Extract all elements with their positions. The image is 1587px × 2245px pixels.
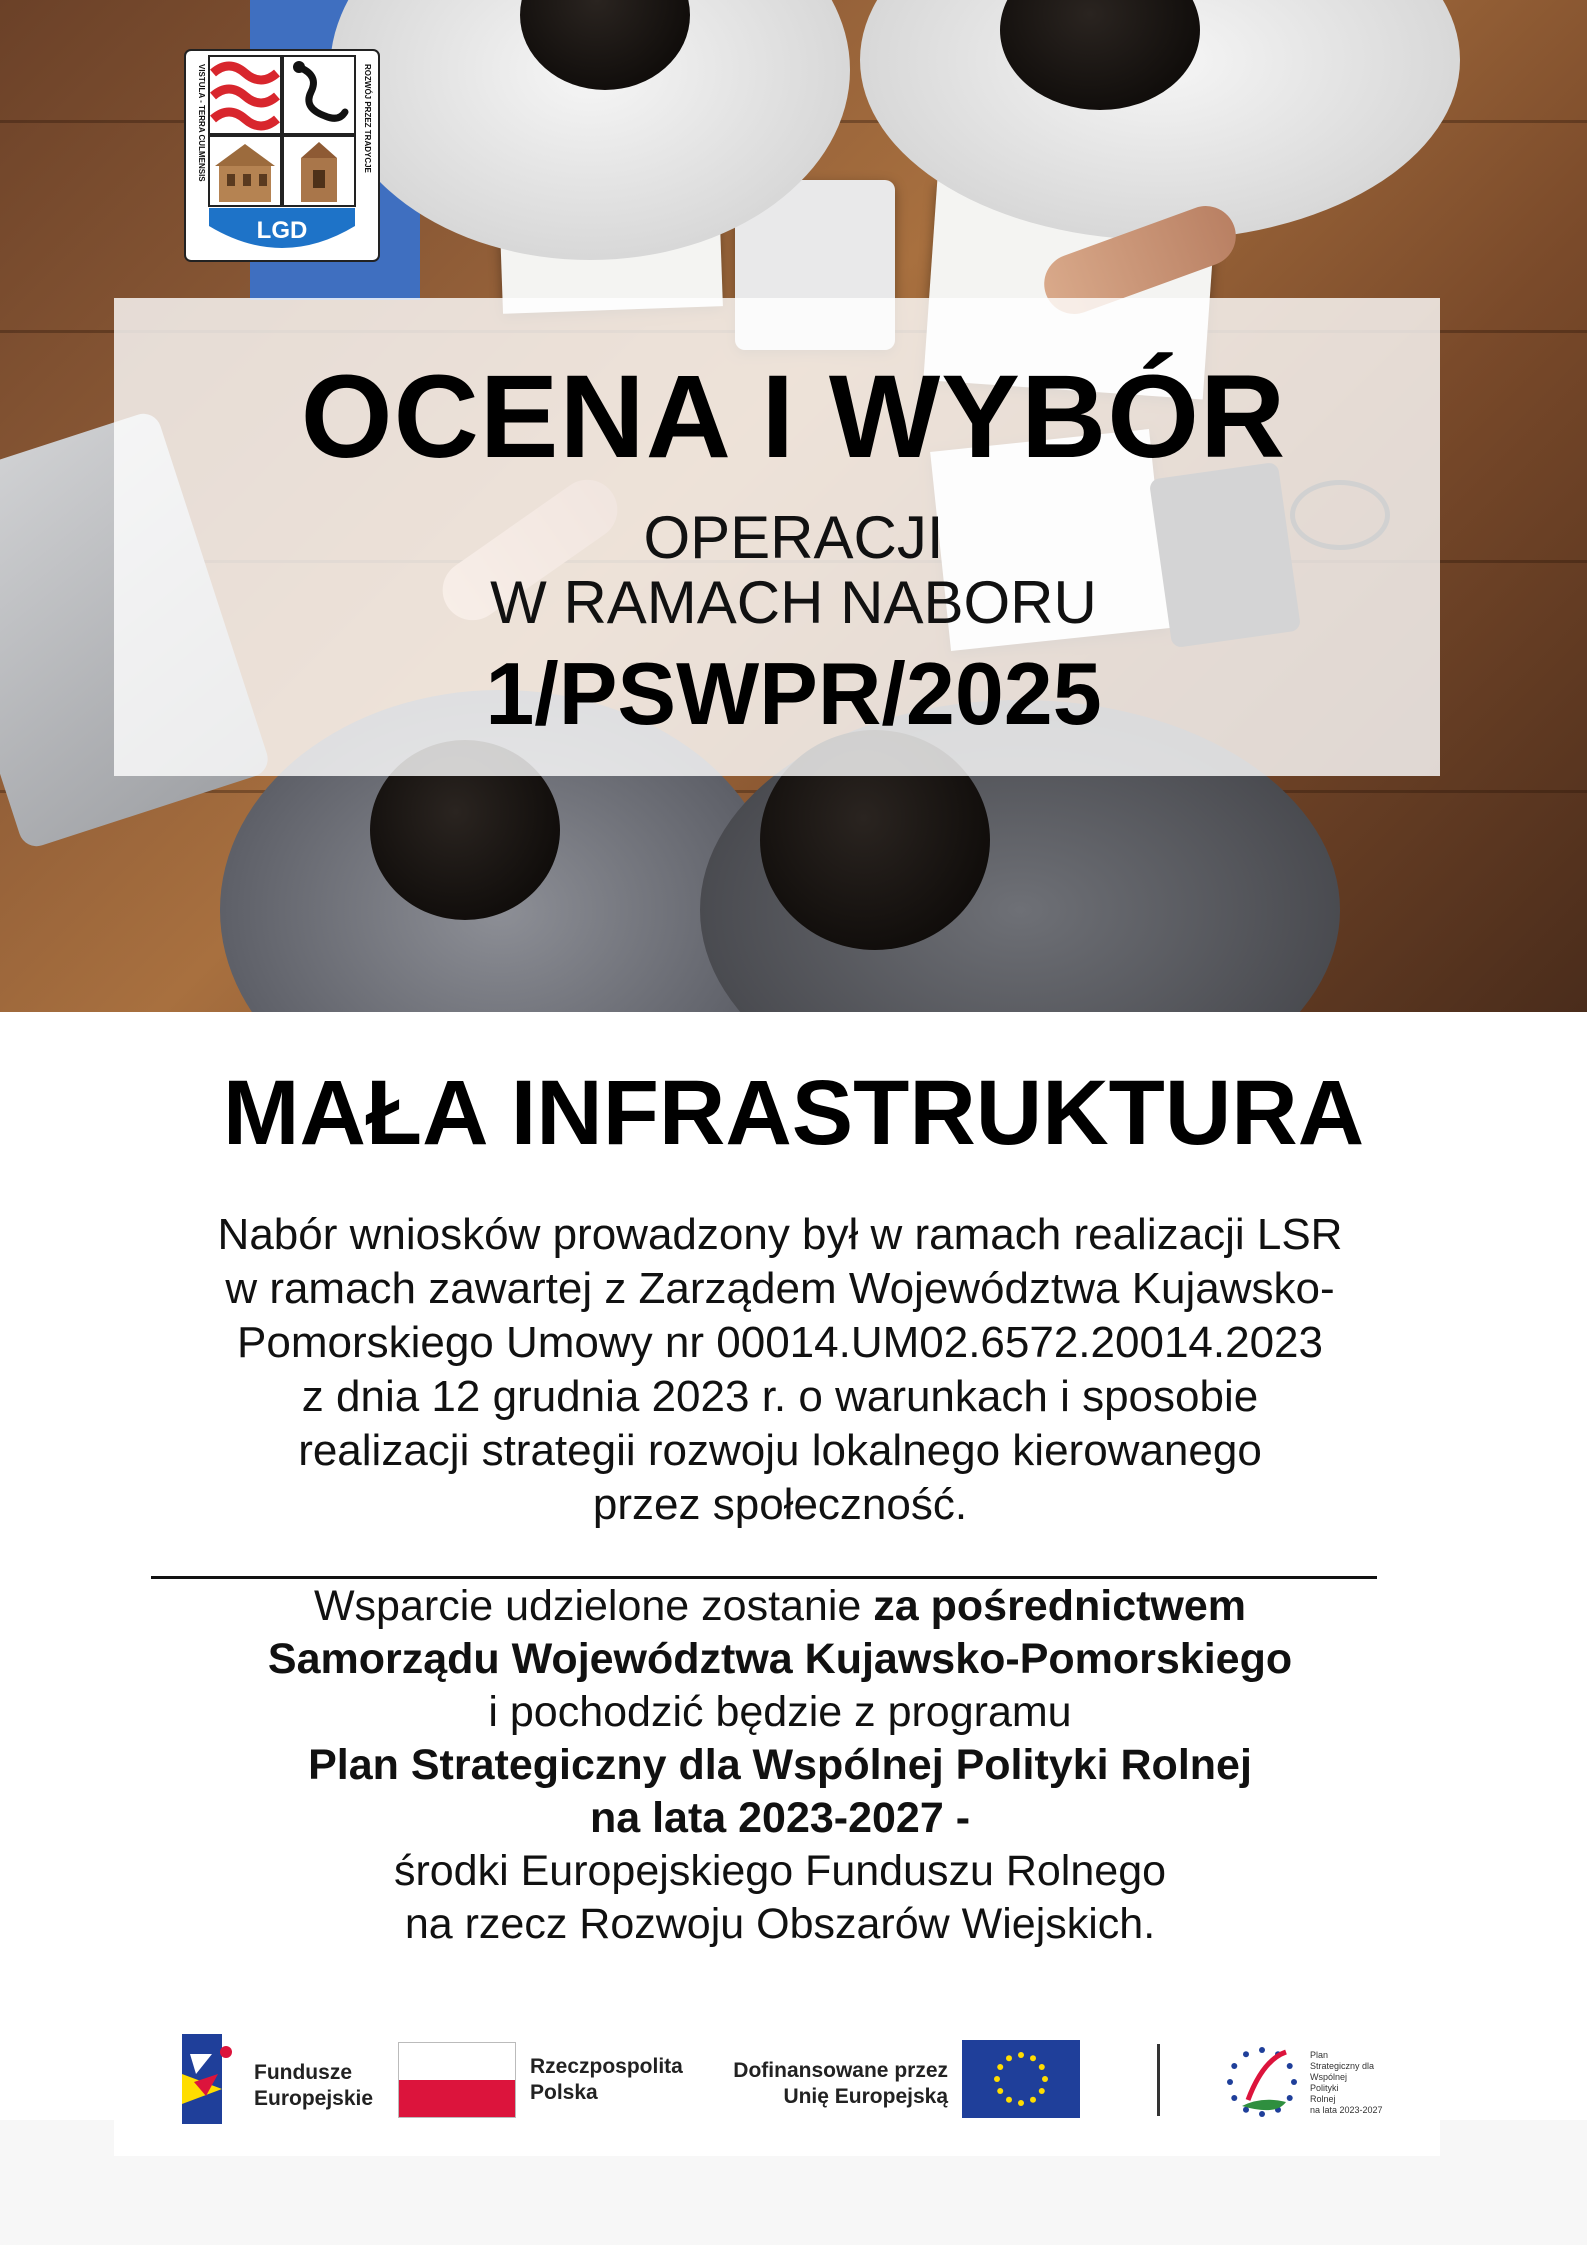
section-title: MAŁA INFRASTRUKTURA — [222, 1062, 1365, 1164]
star-icon — [1291, 2079, 1297, 2085]
footer-separator — [1157, 2044, 1160, 2116]
star-icon — [1006, 2097, 1012, 2103]
support-line: i pochodzić będzie z programu — [488, 1688, 1072, 1736]
support-line — [60, 1633, 1500, 1686]
intro-line: przez społeczność. — [592, 1480, 968, 1529]
logo-ribbon-left: VISTULA - TERRA CULMENSIS — [197, 64, 206, 182]
ue-label: Dofinansowane przez Unię Europejską — [733, 2059, 948, 2108]
divider-line — [151, 1576, 1377, 1579]
support-paragraph — [60, 1580, 1500, 1951]
star-icon — [1243, 2051, 1249, 2057]
star-icon — [1259, 2111, 1265, 2117]
star-icon — [1259, 2047, 1265, 2053]
fe-label: Fundusze Europejskie — [254, 2061, 374, 2110]
plan-strategiczny-icon — [1222, 2042, 1304, 2122]
star-icon — [1018, 2100, 1024, 2106]
support-line: na rzecz Rozwoju Obszarów Wiejskich. — [404, 1900, 1156, 1948]
support-bold-text: za pośrednictwem — [873, 1582, 1247, 1630]
star-icon — [1039, 2088, 1045, 2094]
support-line — [60, 1792, 1500, 1845]
support-line — [60, 1580, 1500, 1633]
star-icon — [1231, 2095, 1237, 2101]
logo-badge-text: LGD — [256, 217, 308, 244]
intro-line: w ramach zawartej z Zarządem Województwa Kujawsko- — [225, 1264, 1335, 1313]
support-line: środki Europejskiego Funduszu Rolnego — [393, 1847, 1167, 1895]
subtitle-naboru: W RAMACH NABORU — [490, 569, 1097, 636]
intro-line: realizacji strategii rozwoju lokalnego kierowanego — [298, 1426, 1262, 1475]
support-line — [60, 1739, 1500, 1792]
page-title: OCENA I WYBÓR — [300, 351, 1287, 483]
intro-line: z dnia 12 grudnia 2023 r. o warunkach i sposobie — [301, 1372, 1259, 1421]
star-icon — [1006, 2055, 1012, 2061]
intro-paragraph — [60, 1208, 1500, 1532]
star-icon — [1018, 2052, 1024, 2058]
lgd-logo — [183, 48, 381, 263]
eu-flag-icon — [962, 2040, 1080, 2118]
intro-line: Pomorskiego Umowy nr 00014.UM02.6572.20014.2023 — [237, 1318, 1323, 1367]
star-icon — [994, 2076, 1000, 2082]
star-icon — [1287, 2095, 1293, 2101]
star-icon — [1042, 2076, 1048, 2082]
support-text: Wsparcie udzielone zostanie — [313, 1582, 874, 1630]
nabor-code: 1/PSWPR/2025 — [485, 644, 1102, 743]
star-icon — [1030, 2097, 1036, 2103]
star-icon — [997, 2088, 1003, 2094]
star-icon — [1227, 2079, 1233, 2085]
subtitle-operacji: OPERACJI — [643, 504, 944, 571]
support-bold-text: Plan Strategiczny dla Wspólnej Polityki Rolnej — [308, 1741, 1252, 1789]
support-bold-text: na lata 2023-2027 - — [589, 1794, 971, 1842]
star-icon — [1287, 2063, 1293, 2069]
star-icon — [1231, 2063, 1237, 2069]
ps-label: Plan Strategiczny dla Wspólnej Polityki Rolnej na lata 2023-2027 — [1310, 2050, 1383, 2115]
fundusze-europejskie-icon — [182, 2034, 240, 2124]
rp-label: Rzeczpospolita Polska — [530, 2055, 683, 2104]
intro-line: Nabór wniosków prowadzony był w ramach realizacji LSR — [217, 1210, 1343, 1259]
polish-flag-icon — [398, 2042, 516, 2118]
support-bold-text: Samorządu Województwa Kujawsko-Pomorskiego — [267, 1635, 1293, 1683]
star-icon — [997, 2064, 1003, 2070]
star-icon — [1030, 2055, 1036, 2061]
logo-ribbon-right: ROZWÓJ PRZEZ TRADYCJE — [363, 64, 372, 173]
star-icon — [1039, 2064, 1045, 2070]
